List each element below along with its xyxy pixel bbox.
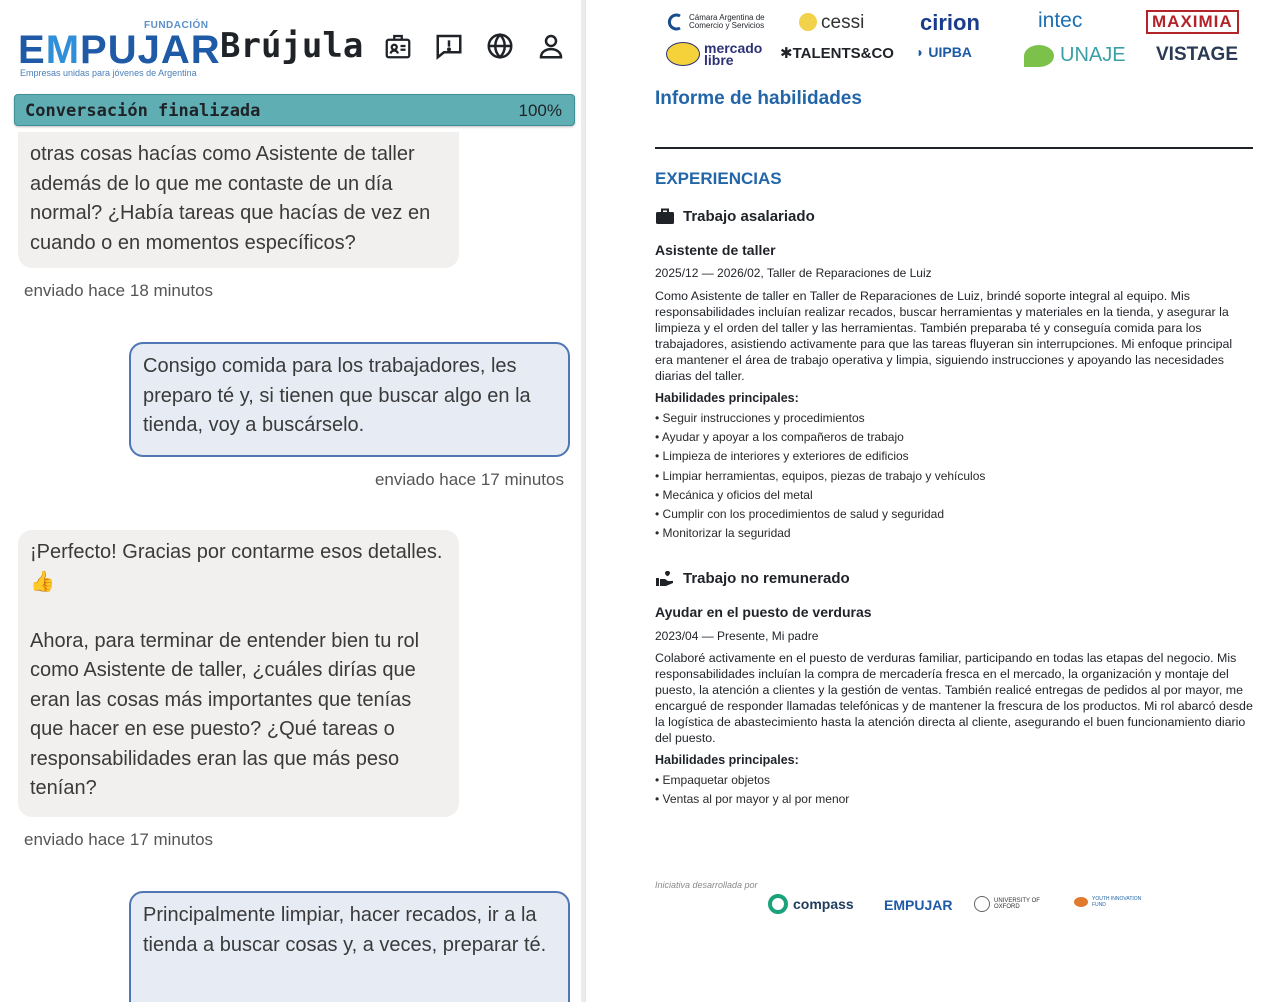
user-message [129,342,570,457]
message-text: otras cosas hacías como Asistente de taller además de lo que me contaste de un día normal? ¿Había tareas que hacías de vez en cuando o en momentos específicos? [30,143,431,254]
skill-item: • Empaquetar objetos [655,771,849,790]
experience-category-unpaid: Trabajo no remunerado [655,569,850,587]
logo-tagline: Empresas unidas para jóvenes de Argentina [20,68,197,78]
skill-item: • Limpiar herramientas, equipos, piezas de trabajo y vehículos [655,467,985,486]
message-text: ¡Perfecto! Gracias por contarme esos detalles. 👍 [30,541,443,593]
bot-message [18,530,459,817]
partner-logo-uipba: ◗ UIPBA [916,44,972,60]
job-dates-employer: 2025/12 — 2026/02, Taller de Reparaciones de Luiz [655,266,932,280]
language-icon[interactable] [484,30,516,62]
briefcase-icon [655,207,675,225]
message-list[interactable] [0,132,586,1002]
user-message [129,891,570,1002]
partner-logo-cessi: cessi [799,12,864,34]
skill-item: • Mecánica y oficios del metal [655,486,985,505]
chat-panel [0,0,586,1002]
skill-item: • Ayudar y apoyar a los compañeros de trabajo [655,428,985,447]
footer-logos [768,894,1148,924]
job-description: Colaboré activamente en el puesto de verduras familiar, participando en todas las etapas del negocio. Mis responsabilidades incluían la compra de mercadería fresca en el mercado, la organización y montaje del puesto, la atención a clientes y la gestión de ventas. También realicé entregas de pedidos al por mayor, me encargué de responder llamadas telefónicas y de mantener la frescura de los productos. Mi rol abarcó desde la logística de abastecimiento hasta la atención directa al cliente, asegurando el buen funcionamiento diario del puesto. [655,651,1253,745]
partner-logo-cac: Cámara Argentina de Comercio y Servicios [666,12,767,32]
message-text: Consigo comida para los trabajadores, les preparo té y, si tienen que buscar algo en la tienda, voy a buscárselo. [143,355,531,436]
progress-percent: 100% [518,101,562,120]
oxford-logo: UNIVERSITY OF OXFORD [974,896,1054,912]
skill-item: • Monitorizar la seguridad [655,524,985,543]
job-description: Como Asistente de taller en Taller de Reparaciones de Luiz, brindé soporte integral al equipo. Mis responsabilidades incluían realizar recados, buscar herramientas y materiales en la tienda, y asegurar la limpieza y el orden del taller y las herramientas. También preparaba té y conseguía comida para los trabajadores, asistiendo activamente para que las tareas fluyeran sin interrupciones. Mi enfoque principal era mantener el área de trabajo operativa y limpia, siguiendo instrucciones y apoyando las necesidades diarias del taller. [655,289,1233,383]
skills-list [655,409,985,543]
report-title: Informe de habilidades [655,88,862,109]
message-timestamp: enviado hace 18 minutos [24,281,214,300]
compass-logo: compass [768,894,854,914]
youth-innovation-fund-logo: YOUTH INNOVATION FUND [1074,896,1144,908]
message-timestamp: enviado hace 17 minutos [374,470,564,489]
skills-heading: Habilidades principales: [655,753,799,767]
partner-logos [654,6,1254,76]
partner-logo-intec: intec [1038,9,1083,32]
app-title: Brújula [220,26,364,66]
volunteer-hand-icon [655,569,675,587]
empujar-logo[interactable] [18,14,221,80]
user-icon[interactable] [535,30,567,62]
empujar-footer-logo: EMPUJAR [884,897,953,913]
progress-label: Conversación finalizada [25,101,261,121]
job-dates-employer: 2023/04 — Presente, Mi padre [655,629,819,643]
skill-item: • Limpieza de interiores y exteriores de edificios [655,447,985,466]
logo-fundacion-text: FUNDACIÓN [144,20,209,31]
message-text: Principalmente limpiar, hacer recados, ir a la tienda a buscar cosas y, a veces, preparar té. [143,904,547,956]
feedback-icon[interactable] [433,30,465,62]
footer-label: Iniciativa desarrollada por [655,880,758,890]
skills-list [655,771,849,809]
badge-icon[interactable] [382,30,414,62]
skill-item: • Ventas al por mayor y al por menor [655,790,849,809]
skill-item: • Cumplir con los procedimientos de salud y seguridad [655,505,985,524]
job-title: Asistente de taller [655,242,776,258]
app-header [0,0,586,88]
partner-logo-talentsco: ✱TALENTS&CO [780,45,894,62]
divider [655,147,1253,149]
skill-item: • Seguir instrucciones y procedimientos [655,409,985,428]
message-timestamp: enviado hace 17 minutos [24,830,214,849]
partner-logo-cirion: cirion [920,10,980,35]
partner-logo-vistage: VISTAGE [1156,44,1238,65]
experience-category-paid: Trabajo asalariado [655,207,815,225]
partner-logo-mercadolibre: mercado libre [666,42,764,66]
section-title-experiencias: EXPERIENCIAS [655,169,782,188]
message-text: Ahora, para terminar de entender bien tu rol como Asistente de taller, ¿cuáles dirías que eran las cosas más importantes que tenías que hacer en ese puesto? ¿Qué tareas o responsabilidades eran las que más peso tenían? [30,629,420,799]
bot-message [18,132,459,268]
partner-logo-unaje: UNAJE [1024,44,1126,67]
skills-heading: Habilidades principales: [655,391,799,405]
conversation-progress-bar [14,94,575,126]
skills-report[interactable] [588,0,1278,1002]
partner-logo-maximia: MAXIMIA [1146,10,1239,34]
logo-brand-text: EMPUJAR [18,28,221,72]
job-title: Ayudar en el puesto de verduras [655,604,872,620]
